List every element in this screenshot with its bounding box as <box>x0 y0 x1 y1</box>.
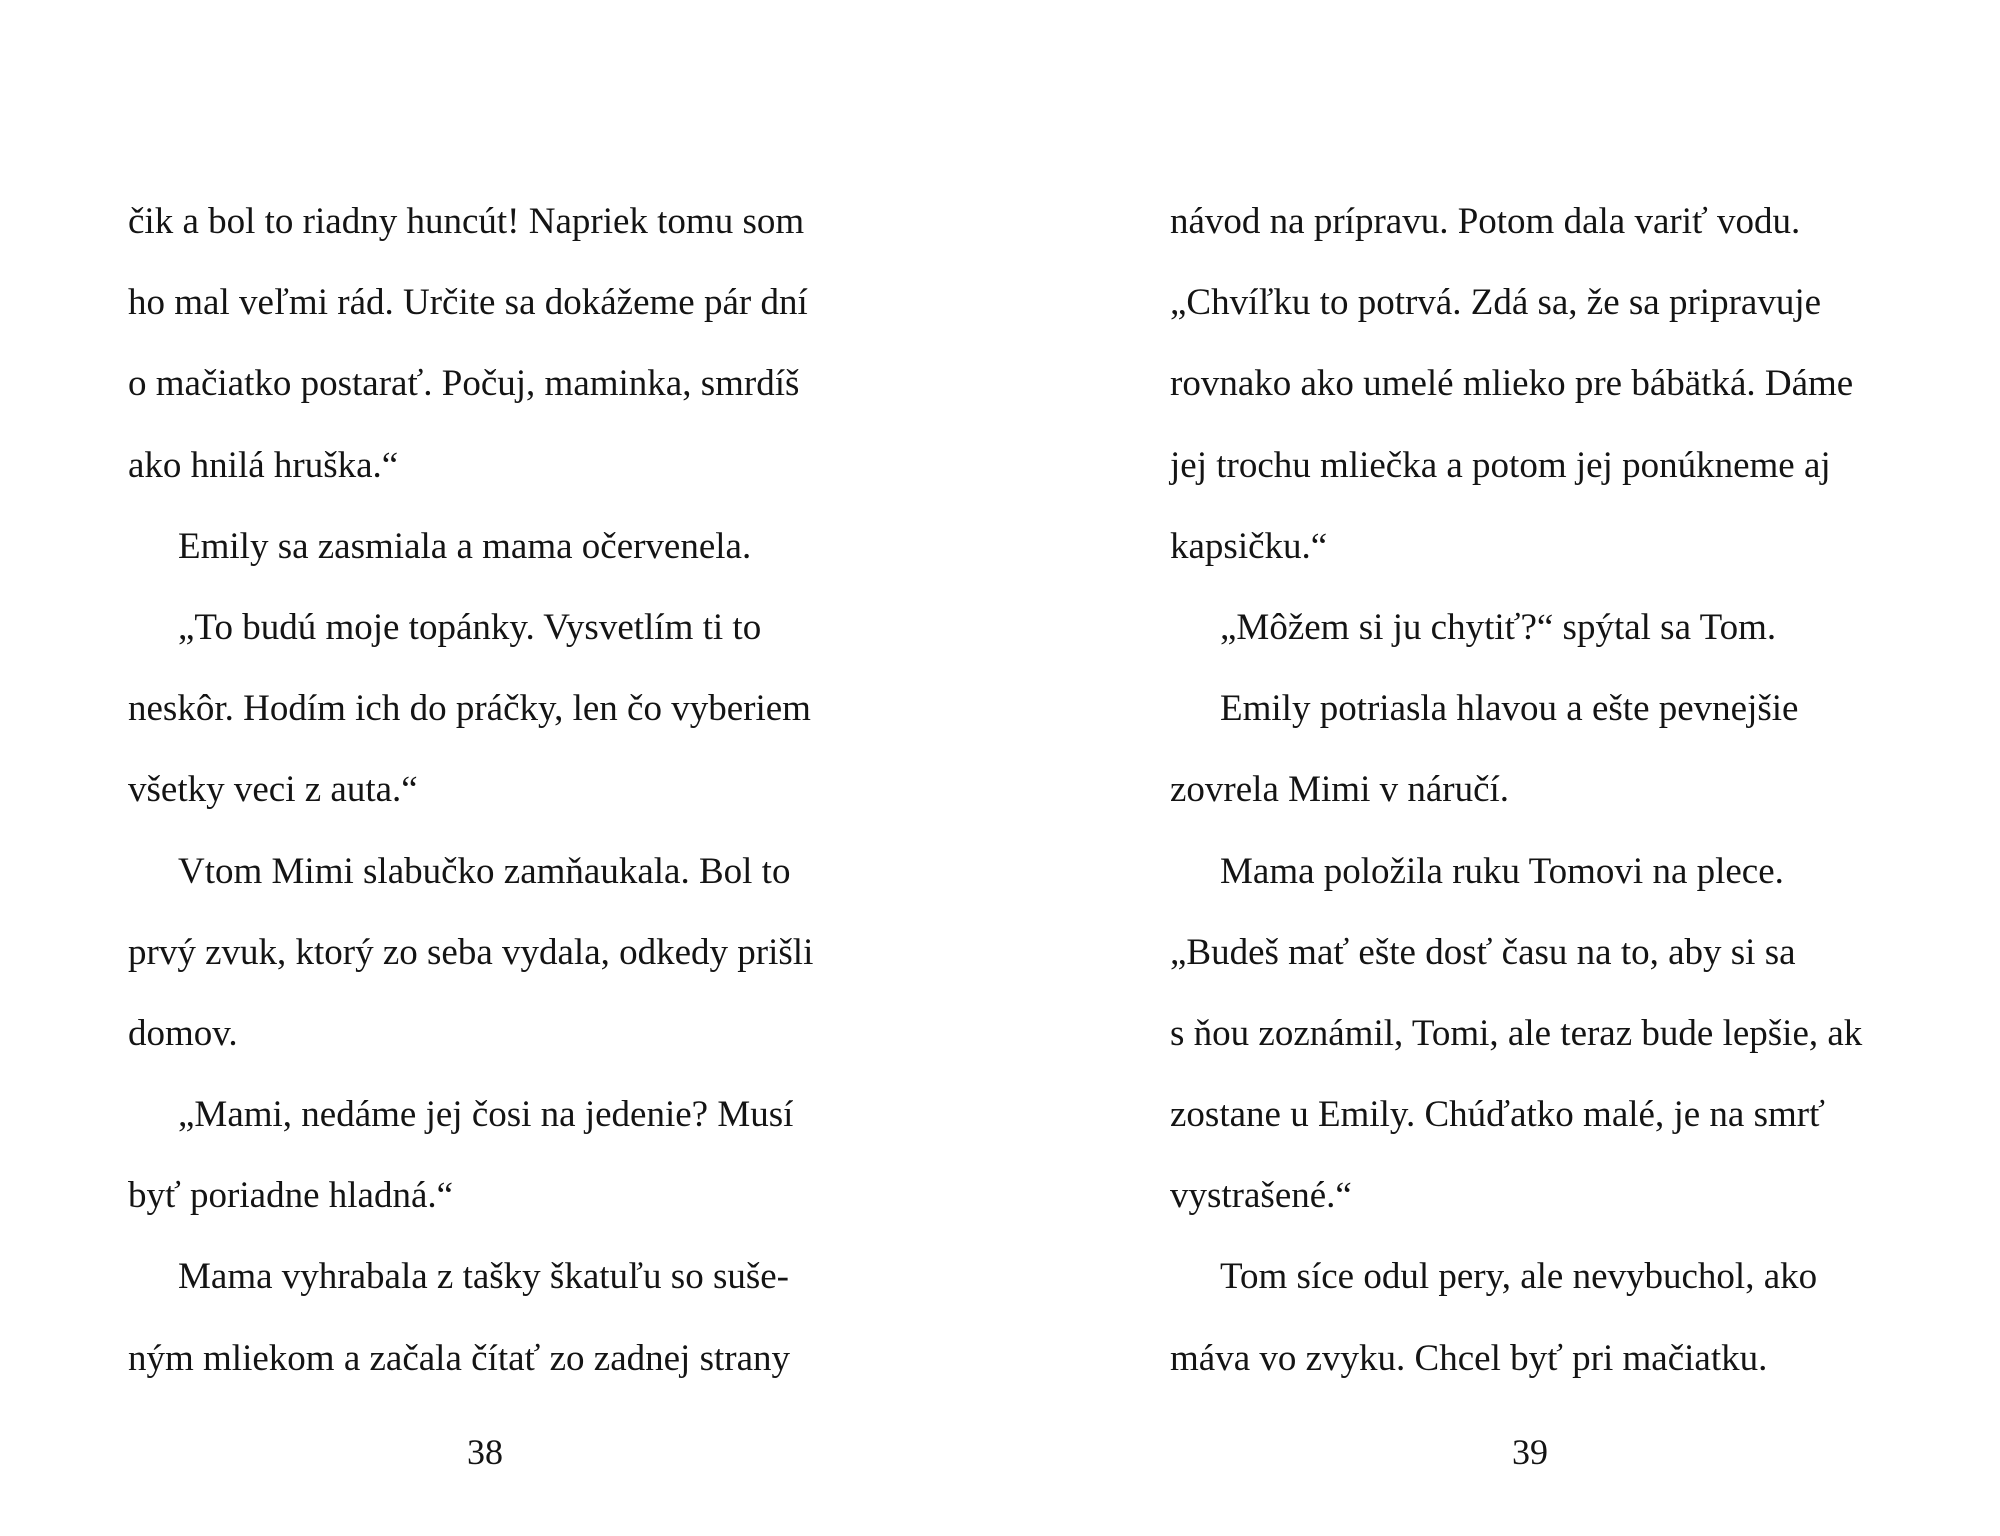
page-number: 38 <box>467 1432 503 1472</box>
text-line: čik a bol to riadny huncút! Napriek tomu som <box>128 201 805 242</box>
left-page-text <box>128 181 848 1399</box>
text-line: prvý zvuk, ktorý zo seba vydala, odkedy prišli <box>128 931 814 973</box>
text-line: o mačiatko postarať. Počuj, maminka, smrdíš <box>128 363 800 405</box>
text-line: všetky veci z auta.“ <box>128 769 418 811</box>
text-line: „Môžem si ju chytiť?“ spýtal sa Tom. <box>1220 606 1777 648</box>
text-line: zovrela Mimi v náručí. <box>1170 769 1510 811</box>
text-line: Emily potriasla hlavou a ešte pevnejšie <box>1220 688 1799 730</box>
text-line: byť poriadne hladná.“ <box>128 1175 454 1217</box>
text-line: „Budeš mať ešte dosť času na to, aby si sa <box>1170 931 1796 973</box>
text-line: Mama vyhrabala z tašky škatuľu so suše- <box>178 1256 789 1298</box>
page-number: 39 <box>1512 1432 1548 1472</box>
text-line: vystrašené.“ <box>1170 1175 1352 1217</box>
text-line: návod na prípravu. Potom dala variť vodu. <box>1170 201 1801 242</box>
text-line: máva vo zvyku. Chcel byť pri mačiatku. <box>1170 1337 1768 1379</box>
text-line: „Mami, nedáme jej čosi na jedenie? Musí <box>178 1094 794 1136</box>
text-line: s ňou zoznámil, Tomi, ale teraz bude lepšie, ak <box>1170 1012 1863 1054</box>
right-page <box>1000 0 2000 1536</box>
text-line: Vtom Mimi slabučko zamňaukala. Bol to <box>178 850 791 892</box>
text-line: ako hnilá hruška.“ <box>128 444 399 486</box>
text-line: jej trochu mliečka a potom jej ponúkneme aj <box>1170 444 1831 486</box>
text-line: rovnako ako umelé mlieko pre bábätká. Dáme <box>1170 363 1854 405</box>
text-line: Tom síce odul pery, ale nevybuchol, ako <box>1220 1256 1818 1298</box>
right-page-text <box>1170 181 1890 1399</box>
text-line: zostane u Emily. Chúďatko malé, je na smrť <box>1170 1094 1825 1136</box>
text-line: Mama položila ruku Tomovi na plece. <box>1220 850 1784 892</box>
text-line: „Chvíľku to potrvá. Zdá sa, že sa pripravuje <box>1170 282 1822 324</box>
text-line: „To budú moje topánky. Vysvetlím ti to <box>178 606 762 648</box>
text-line: Emily sa zasmiala a mama očervenela. <box>178 525 752 567</box>
text-line: kapsičku.“ <box>1170 525 1328 567</box>
text-line: domov. <box>128 1012 238 1054</box>
text-line: ným mliekom a začala čítať zo zadnej strany <box>128 1337 790 1379</box>
text-line: ho mal veľmi rád. Určite sa dokážeme pár dní <box>128 282 808 324</box>
text-line: neskôr. Hodím ich do práčky, len čo vyberiem <box>128 688 811 730</box>
